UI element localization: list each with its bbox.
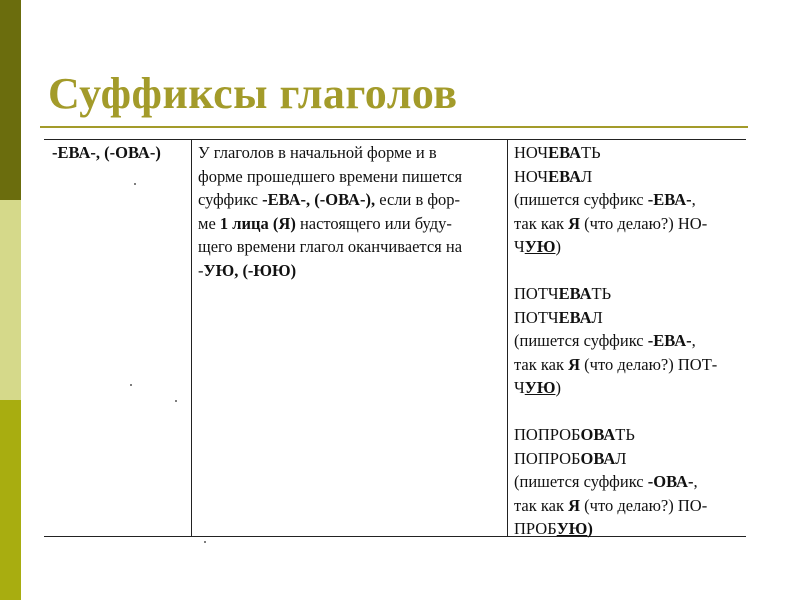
text-line xyxy=(198,259,500,283)
text-run: УЮ xyxy=(524,378,556,397)
text-line xyxy=(514,188,746,212)
text-line xyxy=(514,376,746,400)
text-line xyxy=(514,282,746,306)
text-run: НОЧ xyxy=(514,143,549,162)
text-run: -ЕВА- xyxy=(647,331,692,350)
text-line xyxy=(198,165,500,189)
text-run: суффикс xyxy=(198,190,263,209)
side-bar-block-light xyxy=(0,200,21,400)
text-run: , xyxy=(693,472,698,491)
table-cell-suffix: -ЕВА-, (-ОВА-) xyxy=(52,143,161,162)
text-run: ме xyxy=(198,213,220,233)
text-run: Л xyxy=(591,307,603,327)
blank-line xyxy=(514,400,746,424)
text-line xyxy=(198,188,500,212)
text-line xyxy=(198,141,500,165)
title-underline xyxy=(40,126,748,128)
text-line xyxy=(514,306,746,330)
text-run: (пишется суффикс xyxy=(514,190,648,209)
text-line xyxy=(514,423,746,447)
text-run: форме прошедшего времени пишется xyxy=(198,166,463,186)
scan-speck xyxy=(130,384,132,386)
slide-title: Суффиксы глаголов xyxy=(48,69,458,118)
text-run: ОВА xyxy=(580,448,616,468)
text-run: УЮ xyxy=(524,237,556,256)
text-run: ПОТЧ xyxy=(514,307,559,327)
text-run: Я xyxy=(568,495,581,515)
text-line xyxy=(198,235,500,259)
text-line xyxy=(514,329,746,353)
text-line xyxy=(514,212,746,236)
text-run: если в фор- xyxy=(375,190,461,209)
text-run: ПРОБ xyxy=(514,519,557,538)
text-run: ЕВА xyxy=(558,307,592,327)
text-run: (что делаю?) НО- xyxy=(580,213,708,233)
text-run: Ч xyxy=(514,378,525,397)
text-run: -ЕВА-, (-ОВА-), xyxy=(262,190,376,209)
text-run: ЕВА xyxy=(548,166,582,186)
text-run: Я xyxy=(568,354,581,374)
text-run: ЕВА xyxy=(548,143,582,162)
text-run: так как xyxy=(514,213,569,233)
text-run: У глаголов в начальной форме и в xyxy=(198,143,437,162)
text-run: - xyxy=(198,260,204,280)
blank-line xyxy=(514,259,746,283)
text-run: ЕВА xyxy=(558,284,592,303)
text-line xyxy=(514,494,746,518)
table-column-divider-2 xyxy=(507,139,508,537)
text-run: (пишется суффикс xyxy=(514,331,648,350)
text-run: ) xyxy=(555,378,561,397)
text-run: Л xyxy=(581,166,593,186)
text-run: ТЬ xyxy=(581,143,601,162)
scan-speck xyxy=(134,183,136,185)
text-line xyxy=(514,165,746,189)
scan-speck xyxy=(204,541,206,543)
text-run: (пишется суффикс xyxy=(514,472,648,491)
text-run: так как xyxy=(514,495,569,515)
text-run: щего времени глагол оканчивается на xyxy=(198,237,463,256)
text-run: настоящего или буду- xyxy=(295,213,452,233)
text-run: -ОВА- xyxy=(647,472,694,491)
text-run: ОВА xyxy=(580,425,616,444)
scan-speck xyxy=(175,400,177,402)
text-line xyxy=(514,235,746,259)
text-run: (что делаю?) ПО- xyxy=(580,495,708,515)
table-cell-examples xyxy=(514,141,746,541)
text-run: НОЧ xyxy=(514,166,549,186)
text-run: ) xyxy=(555,237,561,256)
text-line xyxy=(514,353,746,377)
text-run: -ЕВА- xyxy=(647,190,692,209)
text-run: ТЬ xyxy=(591,284,612,303)
text-line xyxy=(514,517,746,541)
text-run: ТЬ xyxy=(615,425,635,444)
side-bar-block-mid xyxy=(0,400,21,600)
text-run: УЮ, (-ЮЮ) xyxy=(203,260,297,280)
text-run: (что делаю?) ПОТ- xyxy=(580,354,718,374)
text-run: так как xyxy=(514,354,569,374)
table-column-divider-1 xyxy=(191,139,192,537)
text-run: Я xyxy=(568,213,581,233)
text-run: 1 лица (Я) xyxy=(219,213,296,233)
text-run: ПОПРОБ xyxy=(514,448,581,468)
text-line xyxy=(514,470,746,494)
text-line xyxy=(514,141,746,165)
text-run: УЮ xyxy=(556,519,588,538)
side-bar-block-dark xyxy=(0,0,21,200)
text-run: Л xyxy=(615,448,627,468)
text-run: ПОТЧ xyxy=(514,284,559,303)
text-run: ПОПРОБ xyxy=(514,425,581,444)
side-decoration-bar xyxy=(0,0,21,600)
table-cell-rule xyxy=(198,141,500,282)
text-line xyxy=(514,447,746,471)
text-run: , xyxy=(691,331,696,350)
text-run: Ч xyxy=(514,237,525,256)
text-run: , xyxy=(691,190,696,209)
text-line xyxy=(198,212,500,236)
table-top-border xyxy=(44,139,746,140)
text-run: ) xyxy=(587,519,593,538)
